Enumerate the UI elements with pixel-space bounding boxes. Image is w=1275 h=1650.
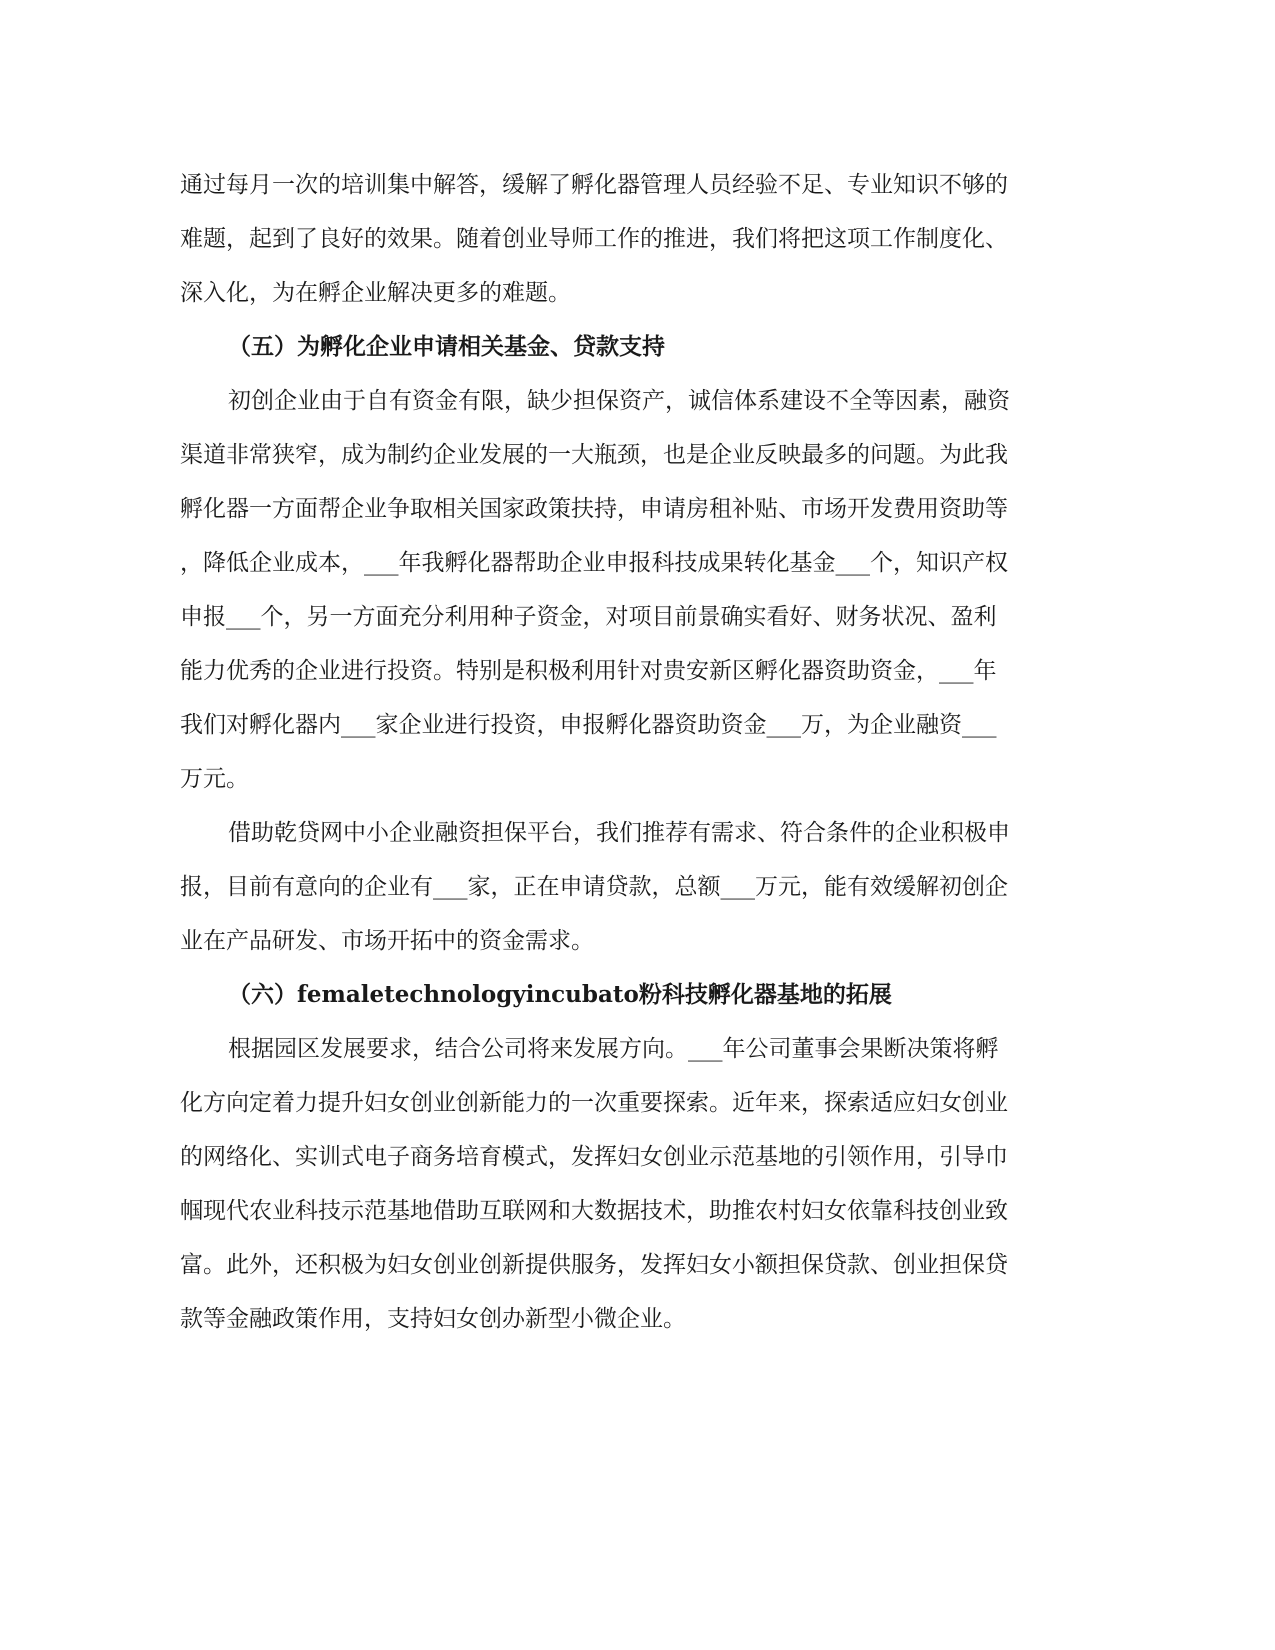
paragraph-line: 的网络化、实训式电子商务培育模式，发挥妇女创业示范基地的引领作用，引导巾 bbox=[180, 1144, 1008, 1170]
document-body bbox=[180, 158, 1040, 1346]
paragraph-line: 孵化器一方面帮企业争取相关国家政策扶持，申请房租补贴、市场开发费用资助等 bbox=[180, 496, 1008, 522]
paragraph-line: 能力优秀的企业进行投资。特别是积极利用针对贵安新区孵化器资助资金，___年 bbox=[180, 658, 997, 684]
paragraph-line: 业在产品研发、市场开拓中的资金需求。 bbox=[180, 928, 594, 954]
paragraph-line: 我们对孵化器内___家企业进行投资，申报孵化器资助资金___万，为企业融资___ bbox=[180, 712, 997, 738]
paragraph-line: 款等金融政策作用，支持妇女创办新型小微企业。 bbox=[180, 1306, 686, 1332]
paragraph-line: 化方向定着力提升妇女创业创新能力的一次重要探索。近年来，探索适应妇女创业 bbox=[180, 1090, 1008, 1116]
paragraph-line: ，降低企业成本，___年我孵化器帮助企业申报科技成果转化基金___个，知识产权 bbox=[180, 550, 1008, 576]
paragraph-line: 通过每月一次的培训集中解答，缓解了孵化器管理人员经验不足、专业知识不够的 bbox=[180, 172, 1008, 198]
paragraph-line: 深入化，为在孵企业解决更多的难题。 bbox=[180, 280, 571, 306]
paragraph-line: 根据园区发展要求，结合公司将来发展方向。___年公司董事会果断决策将孵 bbox=[228, 1036, 999, 1062]
section-heading-6: （六）femaletechnologyincubato粉科技孵化器基地的拓展 bbox=[228, 981, 892, 1008]
section-heading-5: （五）为孵化企业申请相关基金、贷款支持 bbox=[228, 333, 665, 360]
paragraph-line: 初创企业由于自有资金有限，缺少担保资产，诚信体系建设不全等因素，融资 bbox=[228, 388, 1010, 414]
paragraph-line: 渠道非常狭窄，成为制约企业发展的一大瓶颈，也是企业反映最多的问题。为此我 bbox=[180, 442, 1008, 468]
paragraph-line: 报，目前有意向的企业有___家，正在申请贷款，总额___万元，能有效缓解初创企 bbox=[180, 874, 1008, 900]
paragraph-line: 富。此外，还积极为妇女创业创新提供服务，发挥妇女小额担保贷款、创业担保贷 bbox=[180, 1252, 1008, 1278]
paragraph-line: 帼现代农业科技示范基地借助互联网和大数据技术，助推农村妇女依靠科技创业致 bbox=[180, 1198, 1008, 1224]
paragraph-line: 万元。 bbox=[180, 766, 249, 792]
paragraph-line: 申报___个，另一方面充分利用种子资金，对项目前景确实看好、财务状况、盈利 bbox=[180, 604, 997, 630]
paragraph-line: 难题，起到了良好的效果。随着创业导师工作的推进，我们将把这项工作制度化、 bbox=[180, 226, 1008, 252]
paragraph-line: 借助乾贷网中小企业融资担保平台，我们推荐有需求、符合条件的企业积极申 bbox=[228, 820, 1010, 846]
